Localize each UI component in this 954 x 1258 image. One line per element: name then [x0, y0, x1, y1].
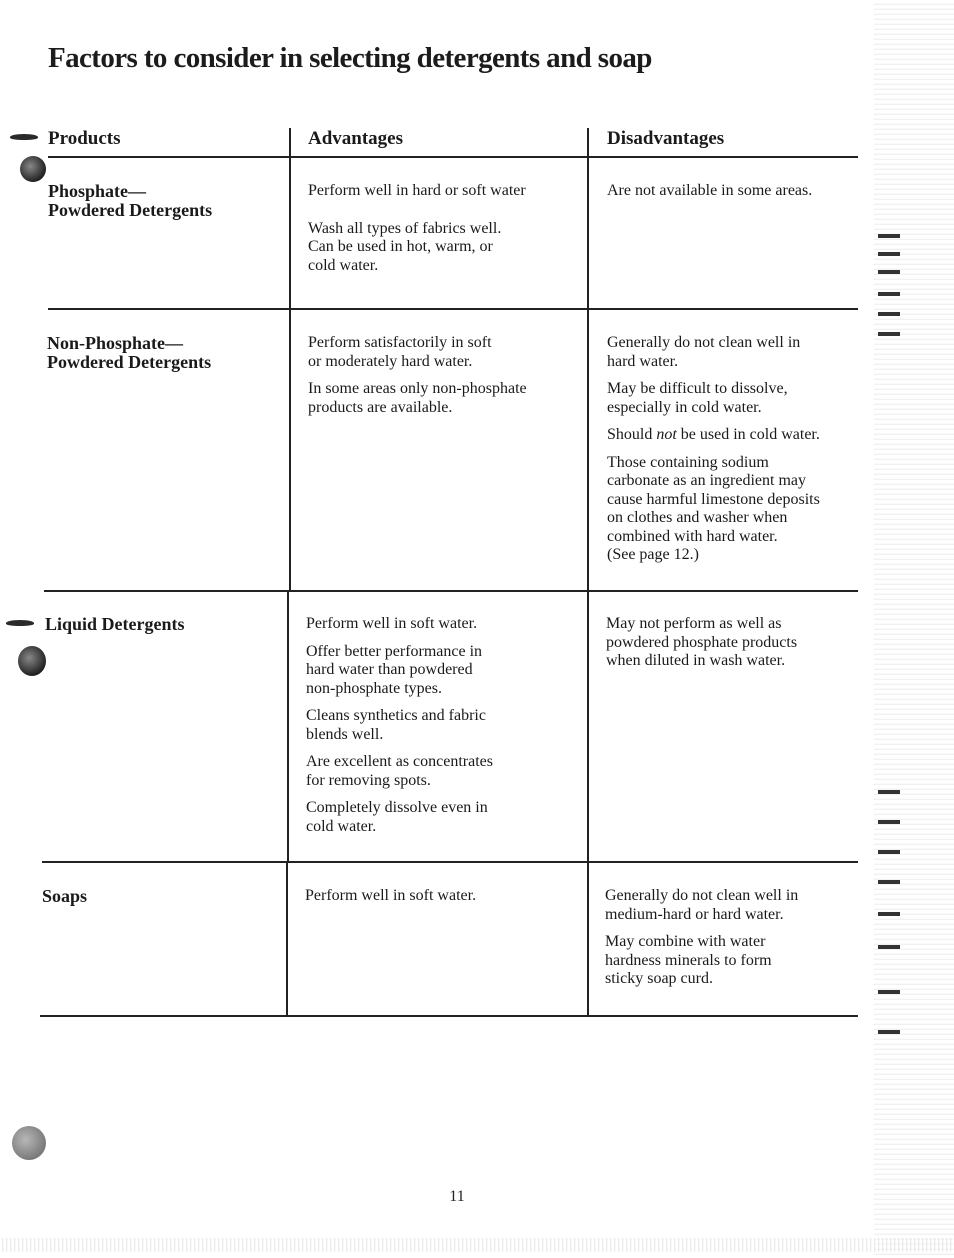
advantage-text: Perform well in soft water. — [305, 887, 477, 904]
advantages-liquid — [306, 615, 576, 845]
advantage-text: Are excellent as concentrates for removing spots. — [306, 753, 494, 789]
scan-edge-mark — [878, 332, 900, 336]
scan-edge-mark — [878, 234, 900, 238]
disadvantages-soaps — [605, 887, 875, 998]
product-soaps: Soaps — [42, 886, 88, 906]
page-title: Factors to consider in selecting detergents and soap — [48, 42, 652, 74]
disadvantage-text: May not perform as well as powdered phosphate products when diluted in wash water. — [606, 615, 798, 669]
disadvantages-phosphate — [607, 182, 877, 210]
disadvantage-text: May combine with water hardness minerals to form sticky soap curd. — [605, 933, 772, 987]
column-divider-2 — [587, 128, 589, 590]
row-divider-3 — [42, 861, 858, 863]
column-divider-2b — [587, 590, 589, 861]
row-divider-1 — [48, 308, 858, 310]
disadvantages-non-phosphate — [607, 334, 877, 574]
scan-edge-mark — [878, 270, 900, 274]
advantage-text: Cleans synthetics and fabric blends well. — [306, 707, 486, 743]
header-advantages: Advantages — [308, 128, 404, 149]
column-divider-1c — [286, 861, 288, 1015]
advantage-text: Perform satisfactorily in soft or moderately hard water. — [308, 334, 492, 370]
scan-edge-mark — [878, 292, 900, 296]
header-products: Products — [48, 128, 121, 149]
advantages-non-phosphate — [308, 334, 578, 426]
header-divider — [48, 156, 858, 158]
advantage-text: Perform well in hard or soft water — [308, 182, 526, 199]
column-divider-2c — [587, 861, 589, 1015]
table-bottom-line — [40, 1015, 858, 1017]
scan-edge-mark — [878, 790, 900, 794]
scan-edge-mark — [878, 1030, 900, 1034]
advantage-text: In some areas only non-phosphate products are available. — [308, 380, 527, 416]
disadvantage-text: May be difficult to dissolve, especially in cold water. — [607, 380, 788, 416]
scan-hole-mark — [12, 1126, 46, 1160]
scan-edge-mark — [878, 820, 900, 824]
scan-edge-mark — [878, 850, 900, 854]
advantage-text: Completely dissolve even in cold water. — [306, 799, 488, 835]
scan-edge-mark — [878, 945, 900, 949]
scan-edge-mark — [878, 990, 900, 994]
page-number: 11 — [449, 1188, 465, 1205]
scan-hole-mark — [10, 134, 38, 140]
header-disadvantages: Disadvantages — [607, 128, 725, 149]
scan-hole-mark — [6, 620, 34, 626]
scan-edge-mark — [878, 252, 900, 256]
scan-hole-mark — [20, 156, 46, 182]
scan-edge-mark — [878, 880, 900, 884]
column-divider-1 — [289, 128, 291, 590]
advantage-text: Offer better performance in hard water than powdered non-phosphate types. — [306, 642, 483, 697]
advantage-text: Wash all types of fabrics well. Can be used in hot, warm, or cold water. — [308, 219, 502, 274]
disadvantage-text: Should not be used in cold water. — [607, 426, 820, 443]
scan-binding-strip — [874, 0, 954, 1258]
product-liquid: Liquid Detergents — [45, 614, 185, 634]
disadvantages-liquid — [606, 615, 876, 680]
scan-edge-mark — [878, 912, 900, 916]
product-non-phosphate: Non-Phosphate— Powdered Detergents — [47, 333, 212, 372]
column-divider-1b — [287, 590, 289, 861]
advantage-text: Perform well in soft water. — [306, 615, 478, 632]
disadvantage-text: Are not available in some areas. — [607, 182, 813, 199]
scan-hole-mark — [18, 646, 46, 676]
disadvantage-text: Generally do not clean well in medium-hard or hard water. — [605, 887, 799, 923]
advantages-soaps — [305, 887, 575, 915]
scan-edge-mark — [878, 312, 900, 316]
product-phosphate: Phosphate— Powdered Detergents — [48, 181, 213, 220]
scan-bottom-edge — [0, 1238, 954, 1252]
disadvantage-text: Those containing sodium carbonate as an ingredient may cause harmful limestone deposits on clothes and washer when combined with hard water. (See page 12.) — [607, 453, 820, 563]
advantages-phosphate — [308, 182, 578, 284]
disadvantage-text: Generally do not clean well in hard water. — [607, 334, 801, 370]
emphasis-not: not — [656, 426, 677, 443]
row-divider-2 — [44, 590, 858, 592]
